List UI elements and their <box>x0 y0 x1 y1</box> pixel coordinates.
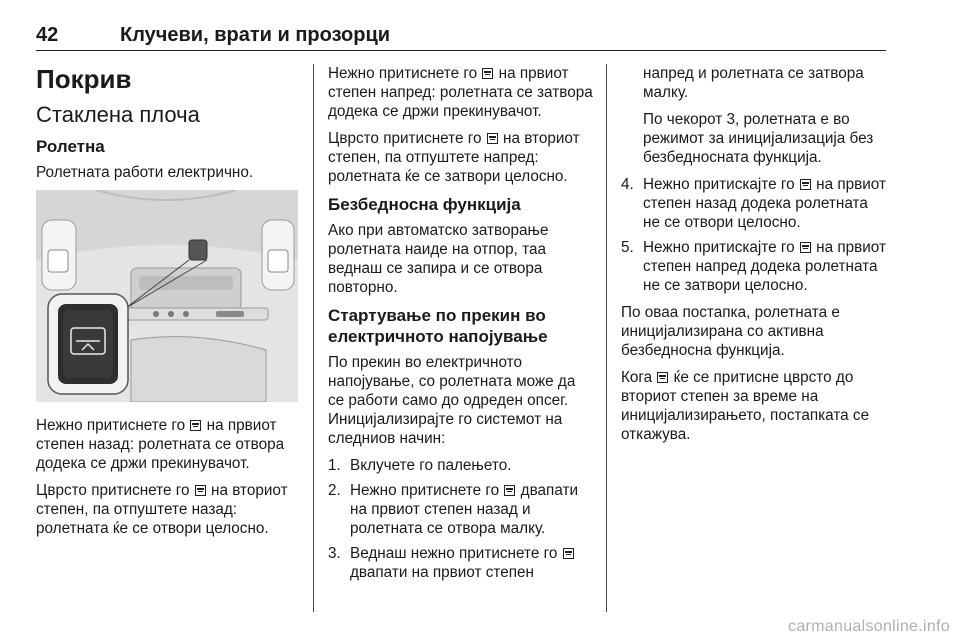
sunshade-switch-icon <box>487 133 498 144</box>
sunshade-switch-icon <box>800 242 811 253</box>
list-item: 1. Вклучете го палењето. <box>328 457 512 474</box>
init-steps-list-continued <box>621 175 886 295</box>
close-gentle-paragraph: Нежно притиснете го на првиот степен напред: ролетната се затвора додека се држи прекинувачот. <box>328 65 593 120</box>
power-reset-paragraph: По прекин во електричното напојување, со ролетната може да се работи само до одреден опсег. Иницијализирајте го системот на следниов начин: <box>328 354 576 447</box>
sunshade-switch-figure <box>36 190 298 402</box>
column-divider <box>313 64 314 612</box>
header-rule <box>36 50 886 51</box>
subsection-title: Стаклена плоча <box>36 102 200 127</box>
safety-function-paragraph: Ако при автоматско затворање ролетната наиде на отпор, таа веднаш се запира и се отвора повторно. <box>328 222 549 296</box>
column-2 <box>328 64 593 590</box>
sunshade-switch-icon <box>504 485 515 496</box>
open-gentle-paragraph: Нежно притиснете го на првиот степен назад: ролетната се отвора додека се држи прекинувачот. <box>36 417 285 472</box>
chapter-title: Клучеви, врати и прозорци <box>120 24 391 46</box>
power-reset-title: Стартување по прекин во електричното напојување <box>328 306 548 346</box>
page-header <box>36 24 886 50</box>
sunshade-switch-icon <box>190 420 201 431</box>
section-title: Покрив <box>36 64 132 94</box>
topic-title: Ролетна <box>36 137 105 156</box>
init-result-paragraph: По оваа постапка, ролетната е иницијализирана со активна безбедносна функција. <box>621 304 840 359</box>
step3-continuation: напред и ролетната се затвора малку. <box>643 65 864 101</box>
watermark: carmanualsonline.info <box>788 618 950 635</box>
column-1 <box>36 64 298 546</box>
init-steps-list <box>328 456 593 582</box>
list-item: 3. Веднаш нежно притиснете го двапати на првиот степен <box>328 544 593 582</box>
step3-note: По чекорот 3, ролетната е во режимот за иницијализација без безбедносната функција. <box>643 111 874 166</box>
open-firm-paragraph: Цврсто притиснете го на вториот степен, па отпуштете назад: ролетната ќе се отвори целосно. <box>36 482 288 537</box>
column-3 <box>621 64 886 452</box>
sunshade-switch-icon <box>657 372 668 383</box>
close-firm-paragraph: Цврсто притиснете го на вториот степен, па отпуштете напред: ролетната ќе се затвори целосно. <box>328 130 580 185</box>
list-item: 2. Нежно притиснете го двапати на првиот степен назад и ролетната се отвора малку. <box>328 482 579 537</box>
list-item: 4. Нежно притискајте го на првиот степен назад додека ролетната не се отвори целосно. <box>621 176 886 231</box>
safety-function-title: Безбедносна функција <box>328 195 521 214</box>
sunshade-switch-icon <box>195 485 206 496</box>
sunshade-switch-icon <box>482 68 493 79</box>
column-divider <box>606 64 607 612</box>
sunshade-switch-icon <box>563 548 574 559</box>
intro-paragraph: Ролетната работи електрично. <box>36 164 254 181</box>
sunshade-switch-icon <box>800 179 811 190</box>
page-number: 42 <box>36 24 59 46</box>
list-item: 5. Нежно притискајте го на првиот степен напред додека ролетната не се затвори целосно. <box>621 239 886 294</box>
cancel-note-paragraph: Кога ќе се притисне цврсто до вториот степен за време на иницијализирањето, постапката се откажува. <box>621 369 870 443</box>
